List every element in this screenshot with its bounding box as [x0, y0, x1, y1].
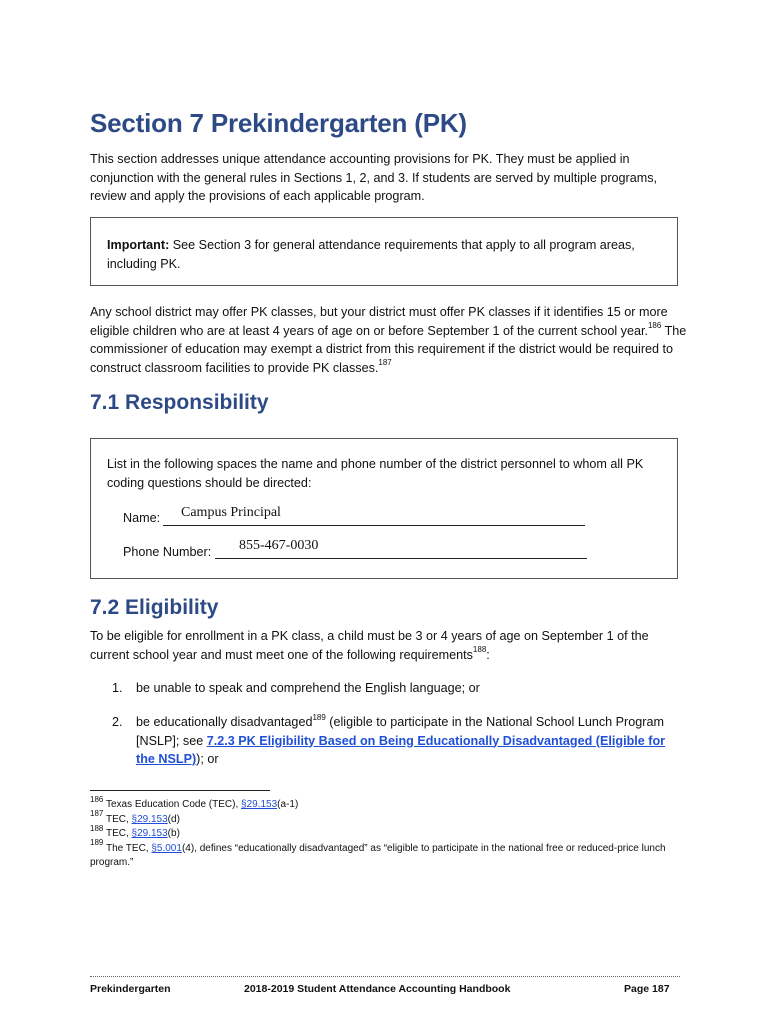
- footer-left: Prekindergarten: [90, 983, 171, 995]
- list-item-text: be unable to speak and comprehend the English language; or: [136, 681, 480, 695]
- name-field-line[interactable]: [163, 525, 585, 526]
- footnote-ref-189[interactable]: 189: [312, 712, 326, 722]
- footnote-text: The TEC,: [103, 842, 152, 854]
- responsibility-box: [90, 438, 678, 579]
- footnote-188: [90, 823, 690, 842]
- footnote-link[interactable]: §29.153: [131, 828, 168, 839]
- footnote-186: [90, 794, 690, 813]
- footnote-number: 188: [90, 823, 104, 833]
- list-item-text: [136, 713, 676, 769]
- footnote-link[interactable]: §5.001: [151, 842, 182, 854]
- phone-label: Phone Number:: [123, 545, 212, 559]
- footnote-number: 189: [90, 838, 104, 848]
- footnote-number: 186: [90, 794, 104, 804]
- list-item-text-a: be educationally disadvantaged: [136, 715, 313, 729]
- important-text: See Section 3 for general attendance requirements that apply to all program areas, including PK.: [107, 238, 635, 271]
- eligibility-intro: [90, 627, 690, 664]
- phone-field-value[interactable]: 855-467-0030: [239, 538, 319, 553]
- footnote-text: TEC,: [103, 813, 132, 825]
- important-callout-box: [90, 217, 678, 286]
- footer-page-number: Page 187: [624, 983, 670, 995]
- responsibility-instructions: List in the following spaces the name and phone number of the district personnel to whom all PK coding questions should be directed:: [107, 457, 644, 490]
- eligibility-heading: 7.2 Eligibility: [90, 596, 219, 619]
- requirement-text-b: The commissioner of education may exempt a district from this requirement if the district would be required to construct classroom facilities to provide PK classes.: [90, 323, 687, 375]
- footnote-text: Texas Education Code (TEC),: [103, 799, 242, 810]
- footnotes: [90, 794, 690, 871]
- section-title: Section 7 Prekindergarten (PK): [90, 108, 467, 138]
- footnote-separator: [90, 790, 270, 791]
- footnote-ref-186[interactable]: 186: [647, 321, 662, 331]
- responsibility-heading: 7.1 Responsibility: [90, 391, 269, 414]
- important-callout-text: [107, 236, 657, 273]
- list-item-text-c: ); or: [196, 752, 219, 766]
- list-item-number: 1.: [112, 681, 123, 695]
- list-item-number: 2.: [112, 715, 123, 729]
- footnote-link[interactable]: §29.153: [131, 813, 168, 825]
- section-intro: [90, 150, 690, 206]
- name-label: Name:: [123, 511, 161, 525]
- footnote-text: (b): [167, 828, 180, 839]
- footnote-text: (a-1): [277, 799, 299, 810]
- phone-field-line[interactable]: [215, 558, 587, 559]
- footer-separator: [90, 976, 680, 977]
- footnote-ref-187[interactable]: 187: [378, 358, 392, 368]
- important-label: Important:: [107, 238, 170, 252]
- eligibility-intro-text: To be eligible for enrollment in a PK class, a child must be 3 or 4 years of age on September 1 of the current school year and must meet one of the following requirements: [90, 629, 649, 662]
- footnote-text: (d): [167, 813, 180, 825]
- requirement-text-a: Any school district may offer PK classes, but your district must offer PK classes if it identifies 15 or more eligible children who are at least 4 years of age on or before September 1 of the current school year.: [90, 305, 668, 338]
- footnote-link[interactable]: §29.153: [241, 799, 278, 810]
- footnote-ref-188[interactable]: 188: [472, 645, 487, 655]
- eligibility-intro-end: :: [486, 647, 490, 662]
- footnote-189: [90, 838, 690, 871]
- name-field-value[interactable]: Campus Principal: [181, 505, 281, 520]
- footnote-text: TEC,: [103, 828, 132, 839]
- cross-reference-link[interactable]: 7.2.3 PK Eligibility Based on Being Educationally Disadvantaged (Eligible for the NSLP): [136, 733, 666, 766]
- list-item-text-b: (eligible to participate in the National School Lunch Program [NSLP]; see: [136, 715, 664, 748]
- section-intro-text: This section addresses unique attendance accounting provisions for PK. They must be applied in conjunction with the general rules in Sections 1, 2, and 3. If students are served by multiple programs, review and apply the provisions of each applicable program.: [90, 152, 658, 203]
- footnote-text: (4), defines “educationally disadvantaged” as “eligible to participate in the national free or reduced-price lunch program.”: [90, 842, 666, 868]
- district-requirement-paragraph: [90, 303, 690, 377]
- footnote-187: [90, 809, 690, 828]
- footer-center: 2018-2019 Student Attendance Accounting Handbook: [244, 983, 511, 995]
- footnote-number: 187: [90, 809, 104, 819]
